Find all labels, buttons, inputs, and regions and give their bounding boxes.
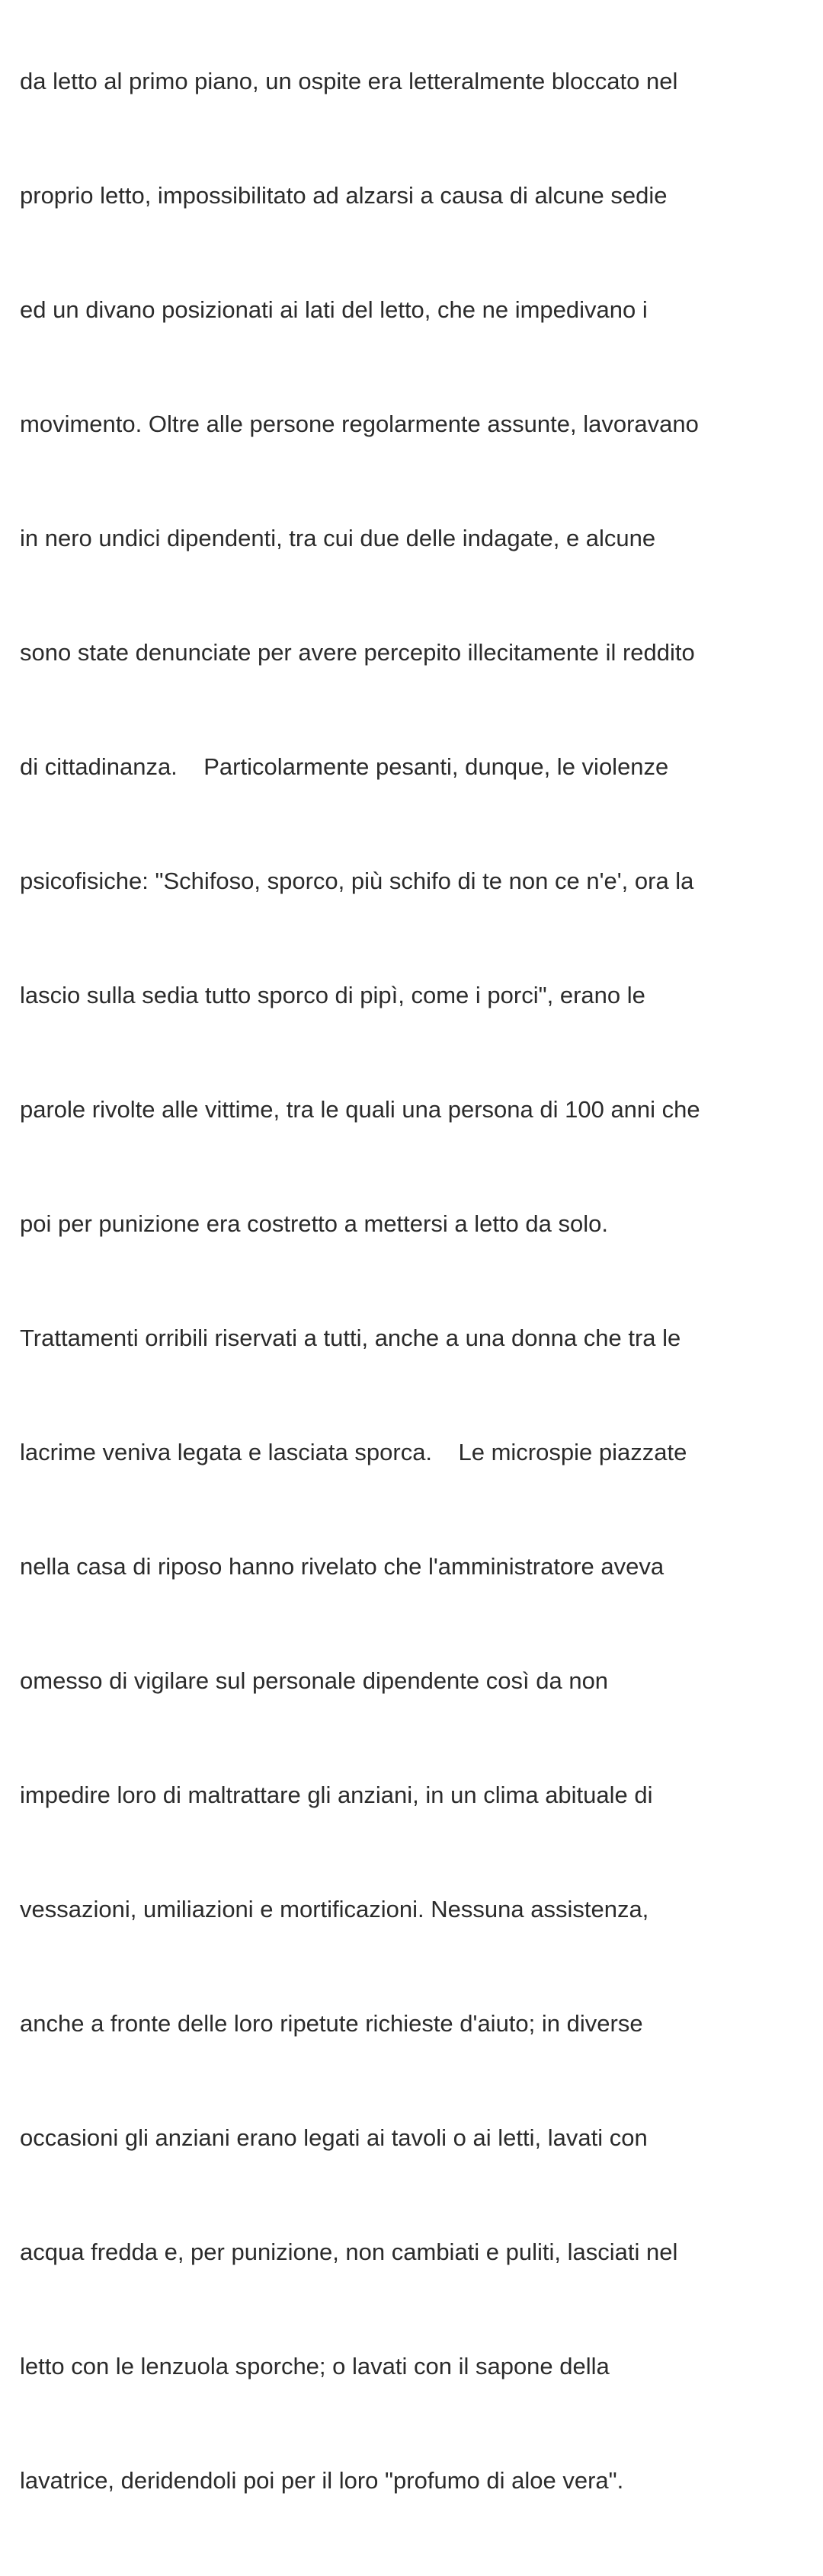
article-line: letto con le lenzuola sporche; o lavati con il sapone della (20, 2353, 610, 2379)
article-line: lascio sulla sedia tutto sporco di pipì, come i porci", erano le (20, 982, 645, 1008)
article-line: occasioni gli anziani erano legati ai tavoli o ai letti, lavati con (20, 2124, 648, 2151)
article-line: ed un divano posizionati ai lati del letto, che ne impedivano i (20, 296, 648, 323)
article-line: Trattamenti orribili riservati a tutti, anche a una donna che tra le (20, 1325, 681, 1351)
article-line: poi per punizione era costretto a mettersi a letto da solo. (20, 1210, 608, 1237)
article-line: da letto al primo piano, un ospite era letteralmente bloccato nel (20, 68, 678, 94)
article-line: proprio letto, impossibilitato ad alzarsi a causa di alcune sedie (20, 182, 668, 209)
article-line: parole rivolte alle vittime, tra le quali una persona di 100 anni che (20, 1096, 700, 1123)
article-line: vessazioni, umiliazioni e mortificazioni. Nessuna assistenza, (20, 1896, 649, 1922)
article-line: acqua fredda e, per punizione, non cambiati e puliti, lasciati nel (20, 2239, 678, 2265)
article-line: lacrime veniva legata e lasciata sporca. Le microspie piazzate (20, 1439, 687, 1465)
article-line: lavatrice, deridendoli poi per il loro "profumo di aloe vera". (20, 2467, 624, 2494)
article-text (20, 0, 820, 2576)
article-line: anche a fronte delle loro ripetute richieste d'aiuto; in diverse (20, 2010, 643, 2037)
article-line: impedire loro di maltrattare gli anziani, in un clima abituale di (20, 1782, 653, 1808)
article-line: omesso di vigilare sul personale dipendente così da non (20, 1667, 609, 1694)
article-line: movimento. Oltre alle persone regolarmente assunte, lavoravano (20, 411, 699, 437)
article-line: psicofisiche: "Schifoso, sporco, più schifo di te non ce n'e', ora la (20, 868, 694, 894)
article-line: di cittadinanza. Particolarmente pesanti, dunque, le violenze (20, 753, 669, 780)
article-line: nella casa di riposo hanno rivelato che l'amministratore aveva (20, 1553, 664, 1580)
article-line: in nero undici dipendenti, tra cui due delle indagate, e alcune (20, 525, 656, 551)
article-line: sono state denunciate per avere percepito illecitamente il reddito (20, 639, 695, 666)
